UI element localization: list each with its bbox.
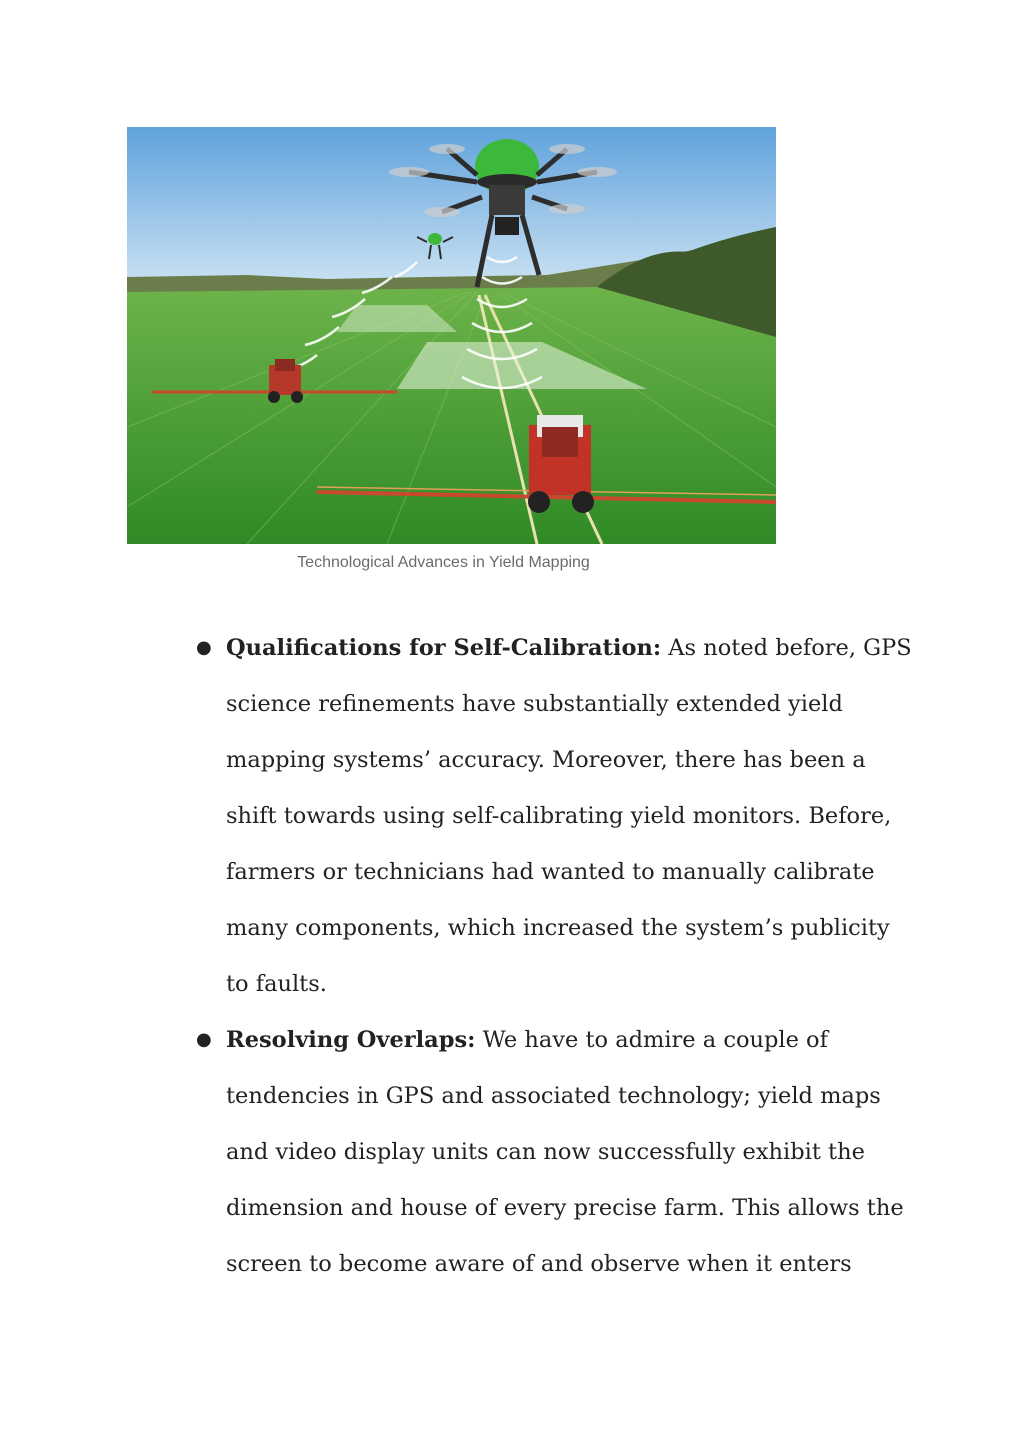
bullet-term: Qualifications for Self-Calibration: — [226, 635, 662, 661]
bullet-text: As noted before, GPS science refinements have substantially extended yield mapping systems’ accuracy. Moreover, there has been a shift towards using self-calibrating yield monitors. Before, farmers or technicians had wanted to manually calibrate many components, which increased the system’s publicity to faults. — [226, 635, 912, 997]
yield-mapping-photo — [127, 127, 776, 544]
bullet-dot-icon: ● — [196, 1029, 212, 1050]
bullet-text: We have to admire a couple of tendencies in GPS and associated technology; yield maps and video display units can now successfully exhibit the dimension and house of every precise farm. This allows the screen to become aware of and observe when it enters — [226, 1027, 904, 1277]
bullet-dot-icon: ● — [196, 637, 212, 658]
bullet-term: Resolving Overlaps: — [226, 1027, 476, 1053]
bullet-item-self-calibration — [196, 620, 916, 1012]
bullet-list — [196, 620, 916, 1292]
figure-caption: Technological Advances in Yield Mapping — [297, 554, 590, 571]
bullet-item-resolving-overlaps — [196, 1012, 916, 1292]
